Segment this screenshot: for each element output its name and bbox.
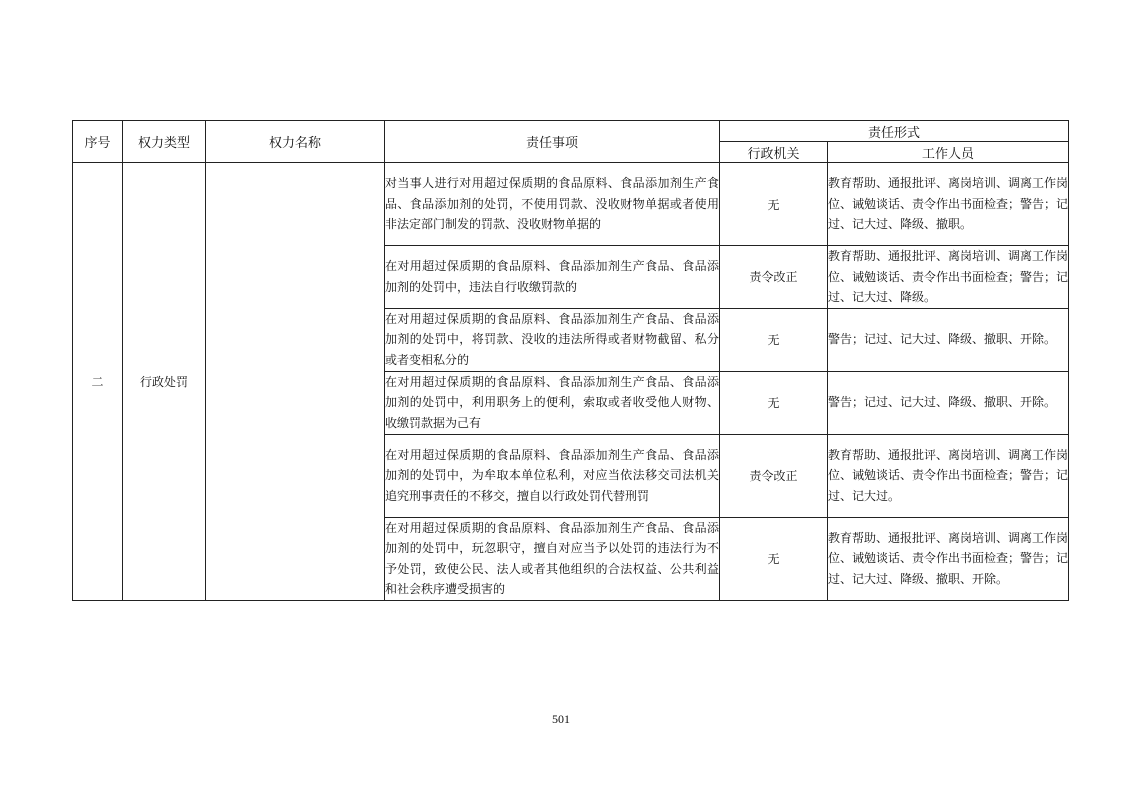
group-seq: 二: [73, 163, 123, 601]
header-responsibility-form: 责任形式: [720, 121, 1069, 142]
header-row-1: [73, 121, 1069, 142]
header-seq: 序号: [73, 121, 123, 163]
agency-cell: 无: [720, 517, 828, 600]
header-power-name: 权力名称: [206, 121, 385, 163]
responsibility-table: [72, 120, 1069, 601]
staff-cell: 教育帮助、通报批评、离岗培训、调离工作岗位、诫勉谈话、责令作出书面检查；警告；记过、记大过。: [828, 434, 1069, 517]
responsibility-item-cell: 在对用超过保质期的食品原料、食品添加剂生产食品、食品添加剂的处罚中，利用职务上的便利，索取或者收受他人财物、收缴罚款据为己有: [385, 371, 720, 434]
responsibility-item-cell: 在对用超过保质期的食品原料、食品添加剂生产食品、食品添加剂的处罚中，违法自行收缴罚款的: [385, 246, 720, 309]
responsibility-item-cell: 对当事人进行对用超过保质期的食品原料、食品添加剂生产食品、食品添加剂的处罚，不使用罚款、没收财物单据或者使用非法定部门制发的罚款、没收财物单据的: [385, 163, 720, 246]
staff-cell: 教育帮助、通报批评、离岗培训、调离工作岗位、诫勉谈话、责令作出书面检查；警告；记过、记大过、降级、撤职。: [828, 163, 1069, 246]
agency-cell: 无: [720, 163, 828, 246]
responsibility-item-cell: 在对用超过保质期的食品原料、食品添加剂生产食品、食品添加剂的处罚中，玩忽职守，擅自对应当予以处罚的违法行为不予处罚，致使公民、法人或者其他组织的合法权益、公共利益和社会秩序遭受损害的: [385, 517, 720, 600]
responsibility-item-cell: 在对用超过保质期的食品原料、食品添加剂生产食品、食品添加剂的处罚中，将罚款、没收的违法所得或者财物截留、私分或者变相私分的: [385, 308, 720, 371]
header-admin-agency: 行政机关: [720, 142, 828, 163]
agency-cell: 责令改正: [720, 434, 828, 517]
staff-cell: 教育帮助、通报批评、离岗培训、调离工作岗位、诫勉谈话、责令作出书面检查；警告；记过、记大过、降级、撤职、开除。: [828, 517, 1069, 600]
responsibility-item-cell: 在对用超过保质期的食品原料、食品添加剂生产食品、食品添加剂的处罚中，为牟取本单位私利，对应当依法移交司法机关追究刑事责任的不移交，擅自以行政处罚代替刑罚: [385, 434, 720, 517]
header-staff: 工作人员: [828, 142, 1069, 163]
header-power-type: 权力类型: [123, 121, 206, 163]
agency-cell: 无: [720, 371, 828, 434]
agency-cell: 责令改正: [720, 246, 828, 309]
staff-cell: 警告；记过、记大过、降级、撤职、开除。: [828, 308, 1069, 371]
staff-cell: 教育帮助、通报批评、离岗培训、调离工作岗位、诫勉谈话、责令作出书面检查；警告；记过、记大过、降级。: [828, 246, 1069, 309]
group-power-name: [206, 163, 385, 601]
header-responsibility-items: 责任事项: [385, 121, 720, 163]
group-power-type: 行政处罚: [123, 163, 206, 601]
page-number: 501: [552, 712, 570, 726]
table-row: [73, 163, 1069, 246]
agency-cell: 无: [720, 308, 828, 371]
staff-cell: 警告；记过、记大过、降级、撤职、开除。: [828, 371, 1069, 434]
